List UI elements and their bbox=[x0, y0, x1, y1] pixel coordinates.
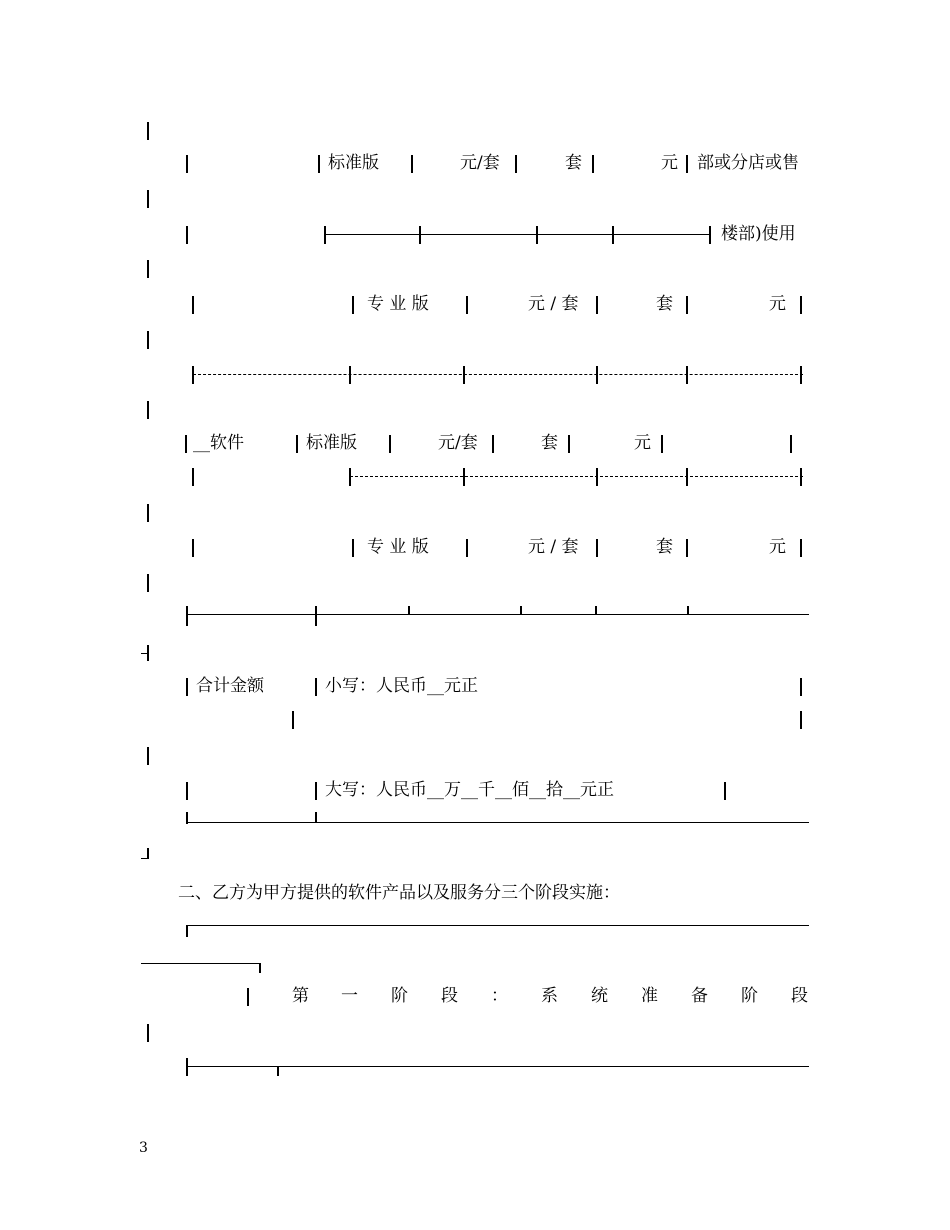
stage1-char: 阶 bbox=[391, 986, 408, 1006]
table-rule bbox=[186, 925, 809, 926]
table-rule bbox=[187, 822, 809, 823]
total-label: 合计金额 bbox=[196, 676, 264, 696]
edition-professional: 专 业 版 bbox=[367, 537, 429, 557]
border-mark bbox=[147, 122, 149, 140]
unit-price: 元 / 套 bbox=[528, 537, 579, 557]
border-mark bbox=[186, 226, 188, 244]
total-lowercase: 小写：人民币__元正 bbox=[325, 676, 478, 696]
usage-note-line1: 部或分店或售 bbox=[697, 153, 799, 173]
stage1-char: 第 bbox=[292, 986, 309, 1006]
border-mark bbox=[520, 606, 522, 615]
border-mark bbox=[800, 366, 802, 384]
border-mark bbox=[352, 296, 354, 314]
border-mark bbox=[277, 1066, 279, 1076]
border-mark bbox=[318, 155, 320, 173]
unit-price: 元/套 bbox=[460, 153, 500, 173]
table-rule bbox=[187, 1066, 809, 1067]
border-mark bbox=[192, 539, 194, 557]
border-mark bbox=[800, 539, 802, 557]
border-mark bbox=[463, 468, 465, 486]
amount-unit: 元 bbox=[769, 537, 786, 557]
border-mark bbox=[147, 260, 149, 278]
stage1-char: 段 bbox=[791, 986, 808, 1006]
border-mark bbox=[466, 539, 468, 557]
border-mark bbox=[315, 606, 317, 626]
amount-unit: 元 bbox=[769, 294, 786, 314]
border-mark bbox=[408, 606, 410, 615]
border-mark bbox=[389, 435, 391, 453]
border-mark bbox=[515, 155, 517, 173]
border-mark bbox=[686, 155, 688, 173]
edition-professional: 专 业 版 bbox=[367, 294, 429, 314]
border-mark bbox=[686, 539, 688, 557]
border-mark bbox=[147, 331, 149, 349]
stage1-char: 段 bbox=[441, 986, 458, 1006]
border-mark bbox=[315, 782, 317, 800]
border-mark bbox=[147, 401, 149, 419]
border-mark bbox=[800, 711, 802, 729]
stage1-char: 一 bbox=[341, 986, 358, 1006]
border-mark bbox=[324, 226, 326, 244]
table-rule bbox=[325, 234, 710, 235]
page-number: 3 bbox=[139, 1140, 148, 1156]
border-mark bbox=[596, 366, 598, 384]
border-mark bbox=[147, 645, 149, 661]
border-mark bbox=[185, 435, 187, 453]
border-mark bbox=[186, 678, 188, 696]
border-mark bbox=[596, 296, 598, 314]
table-rule bbox=[187, 614, 809, 615]
border-mark bbox=[800, 678, 802, 696]
table-rule bbox=[141, 963, 261, 964]
border-mark bbox=[419, 226, 421, 244]
stage1-char: ： bbox=[491, 986, 508, 1006]
software-name: __软件 bbox=[193, 433, 244, 453]
stage1-char: 备 bbox=[691, 986, 708, 1006]
border-mark bbox=[186, 606, 188, 626]
border-mark bbox=[147, 190, 149, 208]
total-uppercase: 大写：人民币__万__千__佰__拾__元正 bbox=[325, 780, 614, 800]
border-mark bbox=[724, 782, 726, 800]
border-mark bbox=[463, 366, 465, 384]
border-mark bbox=[411, 155, 413, 173]
border-mark bbox=[259, 963, 261, 973]
border-mark bbox=[186, 1058, 188, 1076]
border-mark bbox=[192, 296, 194, 314]
border-mark bbox=[686, 366, 688, 384]
edition-standard: 标准版 bbox=[306, 433, 357, 453]
stage1-char: 准 bbox=[641, 986, 658, 1006]
border-mark bbox=[596, 539, 598, 557]
amount-unit: 元 bbox=[661, 153, 678, 173]
border-mark bbox=[296, 435, 298, 453]
table-rule bbox=[193, 374, 803, 376]
border-mark bbox=[352, 539, 354, 557]
border-mark bbox=[147, 574, 149, 592]
border-mark bbox=[790, 435, 792, 453]
border-mark bbox=[536, 226, 538, 244]
border-mark bbox=[186, 782, 188, 800]
stage1-char: 统 bbox=[591, 986, 608, 1006]
stage1-char: 阶 bbox=[741, 986, 758, 1006]
border-mark bbox=[315, 812, 317, 822]
border-mark bbox=[687, 606, 689, 615]
quantity-unit: 套 bbox=[656, 294, 673, 314]
section-heading: 二、乙方为甲方提供的软件产品以及服务分三个阶段实施： bbox=[178, 883, 620, 903]
edition-standard: 标准版 bbox=[328, 153, 379, 173]
border-mark bbox=[592, 155, 594, 173]
usage-note-line2: 楼部)使用 bbox=[721, 224, 796, 244]
border-mark bbox=[349, 366, 351, 384]
quantity-unit: 套 bbox=[656, 537, 673, 557]
border-mark bbox=[800, 468, 802, 486]
stage1-char: 系 bbox=[541, 986, 558, 1006]
border-mark bbox=[686, 296, 688, 314]
border-mark bbox=[595, 606, 597, 615]
border-mark bbox=[596, 468, 598, 486]
border-mark bbox=[661, 435, 663, 453]
border-mark bbox=[292, 711, 294, 729]
border-mark bbox=[186, 925, 188, 937]
border-mark bbox=[315, 678, 317, 696]
border-mark bbox=[147, 504, 149, 522]
border-mark bbox=[492, 435, 494, 453]
border-mark bbox=[709, 226, 711, 244]
border-mark bbox=[186, 155, 188, 173]
stage1-title bbox=[0, 986, 950, 1008]
border-mark bbox=[568, 435, 570, 453]
unit-price: 元/套 bbox=[438, 433, 478, 453]
border-mark bbox=[612, 226, 614, 244]
table-rule bbox=[141, 858, 149, 859]
quantity-unit: 套 bbox=[541, 433, 558, 453]
quantity-unit: 套 bbox=[565, 153, 582, 173]
border-mark bbox=[192, 468, 194, 486]
amount-unit: 元 bbox=[634, 433, 651, 453]
border-mark bbox=[147, 747, 149, 765]
border-mark bbox=[466, 296, 468, 314]
unit-price: 元 / 套 bbox=[528, 294, 579, 314]
border-mark bbox=[686, 468, 688, 486]
border-mark bbox=[800, 296, 802, 314]
border-mark bbox=[147, 1024, 149, 1042]
table-rule bbox=[350, 476, 803, 478]
